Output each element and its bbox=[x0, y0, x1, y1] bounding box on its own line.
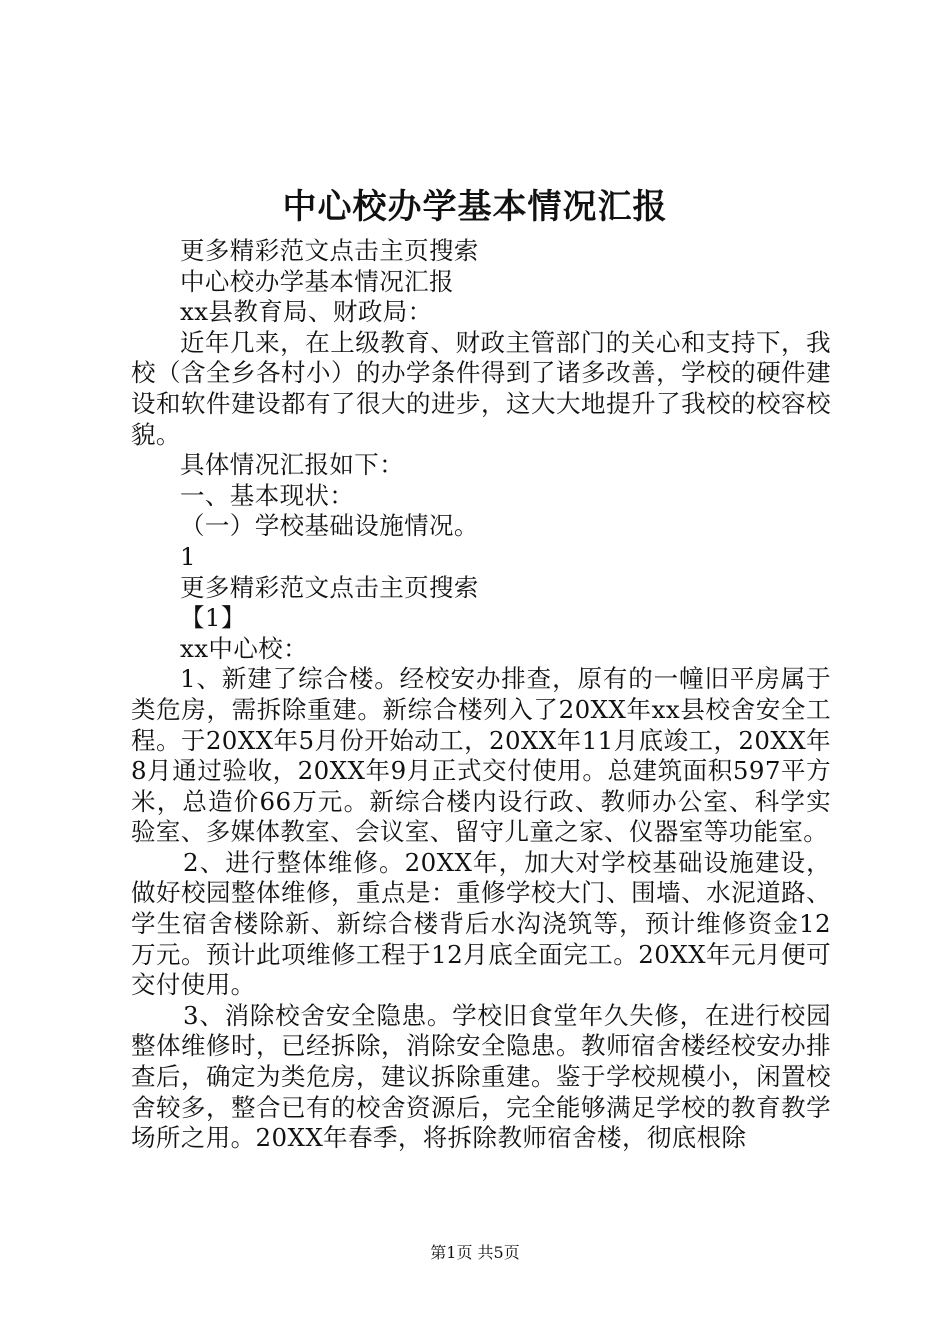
paragraph: 更多精彩范文点击主页搜索 bbox=[180, 236, 479, 265]
paragraph: 2、进行整体维修。20XX年，加大对学校基础设施建设，做好校园整体维修，重点是：重修学校大门、围墙、水泥道路、学生宿舍楼除新、新综合楼背后水沟浇筑等，预计维修资金12万元。预计此项维修工程于12月底全面完工。20XX年元月便可交付使用。 bbox=[131, 847, 831, 1000]
paragraph: 【1】 bbox=[180, 603, 246, 633]
paragraph: xx中心校： bbox=[180, 633, 309, 663]
paragraph: 1、新建了综合楼。经校安办排查，原有的一幢旧平房属于类危房，需拆除重建。新综合楼列入了20XX年xx县校舍安全工程。于20XX年5月份开始动工，20XX年11月底竣工，20XX年8月通过验收，20XX年9月正式交付使用。总建筑面积597平方米，总造价66万元。新综合楼内设行政、教师办公室、科学实验室、多媒体教室、会议室、留守儿童之家、仪器室等功能室。 bbox=[131, 664, 831, 847]
paragraph: 一、基本现状： bbox=[180, 480, 355, 510]
paragraph: 具体情况汇报如下： bbox=[180, 450, 405, 480]
page-number-footer: 第1页 共5页 bbox=[430, 1243, 520, 1262]
paragraph: （一）学校基础设施情况。 bbox=[180, 511, 479, 541]
paragraph: 中心校办学基本情况汇报 bbox=[180, 266, 454, 296]
document-body bbox=[131, 236, 831, 1154]
paragraph: 更多精彩范文点击主页搜索 bbox=[180, 572, 479, 602]
paragraph: 近年几来，在上级教育、财政主管部门的关心和支持下，我校（含全乡各村小）的办学条件得到了诸多改善，学校的硬件建设和软件建设都有了很大的进步，这大大地提升了我校的校容校貌。 bbox=[131, 327, 831, 449]
paragraph: 3、消除校舍安全隐患。学校旧食堂年久失修，在进行校园整体维修时，已经拆除，消除安全隐患。教师宿舍楼经校安办排查后，确定为类危房，建议拆除重建。鉴于学校规模小，闲置校舍较多，整合已有的校舍资源后，完全能够满足学校的教育教学场所之用。20XX年春季，将拆除教师宿舍楼，彻底根除 bbox=[131, 1000, 831, 1153]
paragraph: xx县教育局、财政局： bbox=[180, 297, 433, 327]
document-title: 中心校办学基本情况汇报 bbox=[282, 187, 668, 227]
paragraph: 1 bbox=[180, 541, 196, 571]
